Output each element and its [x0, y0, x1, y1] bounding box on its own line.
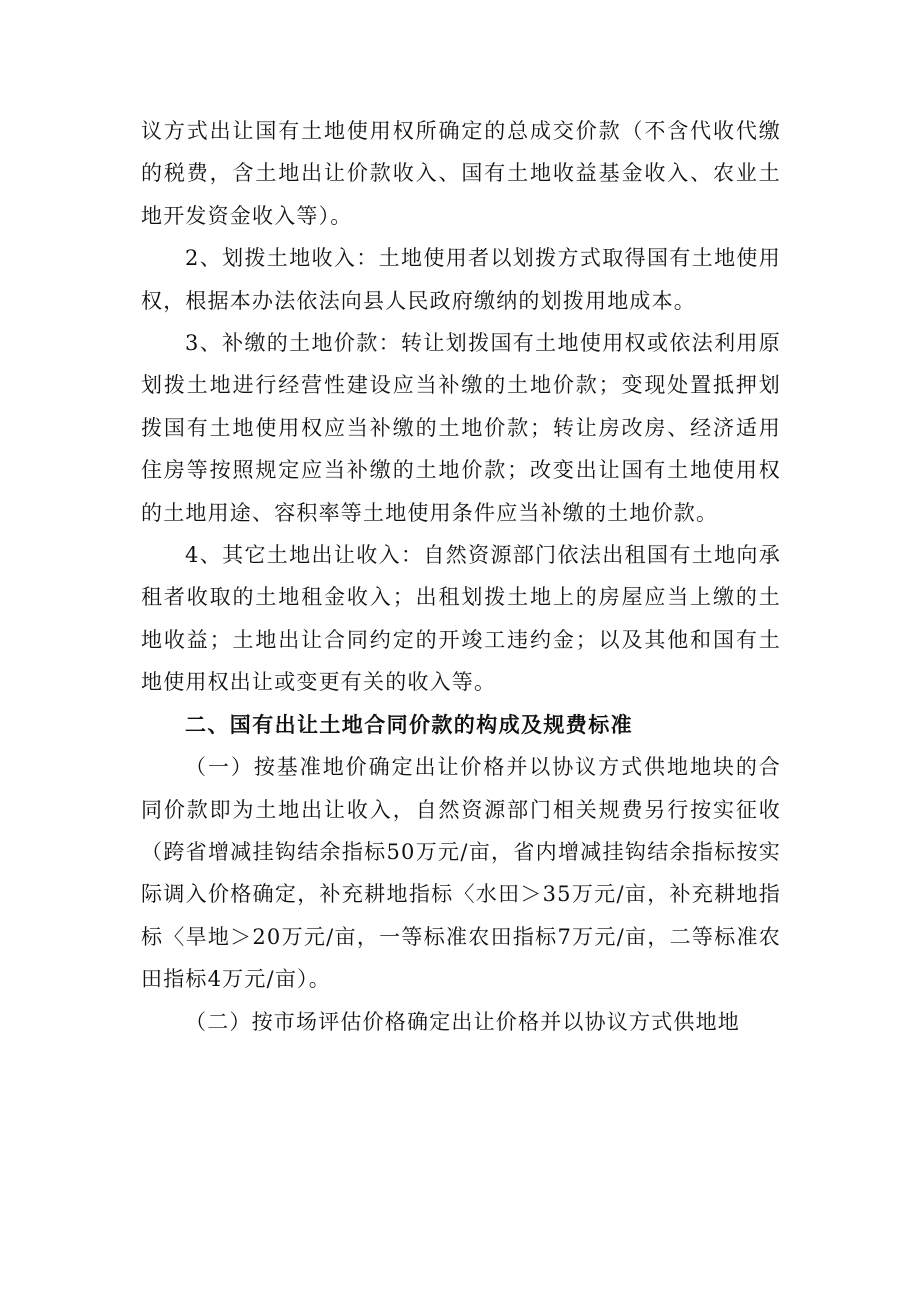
- paragraph-other-land-income: 4、其它土地出让收入：自然资源部门依法出租国有土地向承租者收取的土地租金收入；出租划拨土地上的房屋应当上缴的土地收益；土地出让合同约定的开竣工违约金；以及其他和国有土地使用权出让或变更有关的收入等。: [141, 543, 781, 695]
- paragraph-allocated-land-income: 2、划拨土地收入：土地使用者以划拨方式取得国有土地使用权，根据本办法依法向县人民政府缴纳的划拨用地成本。: [141, 246, 781, 313]
- paragraph-market-appraisal-price: （二）按市场评估价格确定出让价格并以协议方式供地地: [185, 1009, 740, 1034]
- paragraph-continued-total-price: 议方式出让国有土地使用权所确定的总成交价款（不含代收代缴的税费，含土地出让价款收入、国有土地收益基金收入、农业土地开发资金收入等）。: [141, 119, 781, 228]
- document-body: [141, 110, 781, 1043]
- paragraph-supplementary-land-price: 3、补缴的土地价款：转让划拨国有土地使用权或依法利用原划拨土地进行经营性建设应当补缴的土地价款；变现处置抵押划拨国有土地使用权应当补缴的土地价款；转让房改房、经济适用住房等按照规定应当补缴的土地价款；改变出让国有土地使用权的土地用途、容积率等土地使用条件应当补缴的土地价款。: [141, 331, 781, 525]
- paragraph-benchmark-land-price: （一）按基准地价确定出让价格并以协议方式供地地块的合同价款即为土地出让收入，自然资源部门相关规费另行按实征收（跨省增减挂钩结余指标50万元/亩，省内增减挂钩结余指标按实际调入价格确定，补充耕地指标〈水田＞35万元/亩，补充耕地指标〈旱地＞20万元/亩，一等标准农田指标7万元/亩，二等标准农田指标4万元/亩）。: [141, 755, 781, 992]
- section-heading-contract-price-composition: 二、国有出让土地合同价款的构成及规费标准: [185, 712, 633, 737]
